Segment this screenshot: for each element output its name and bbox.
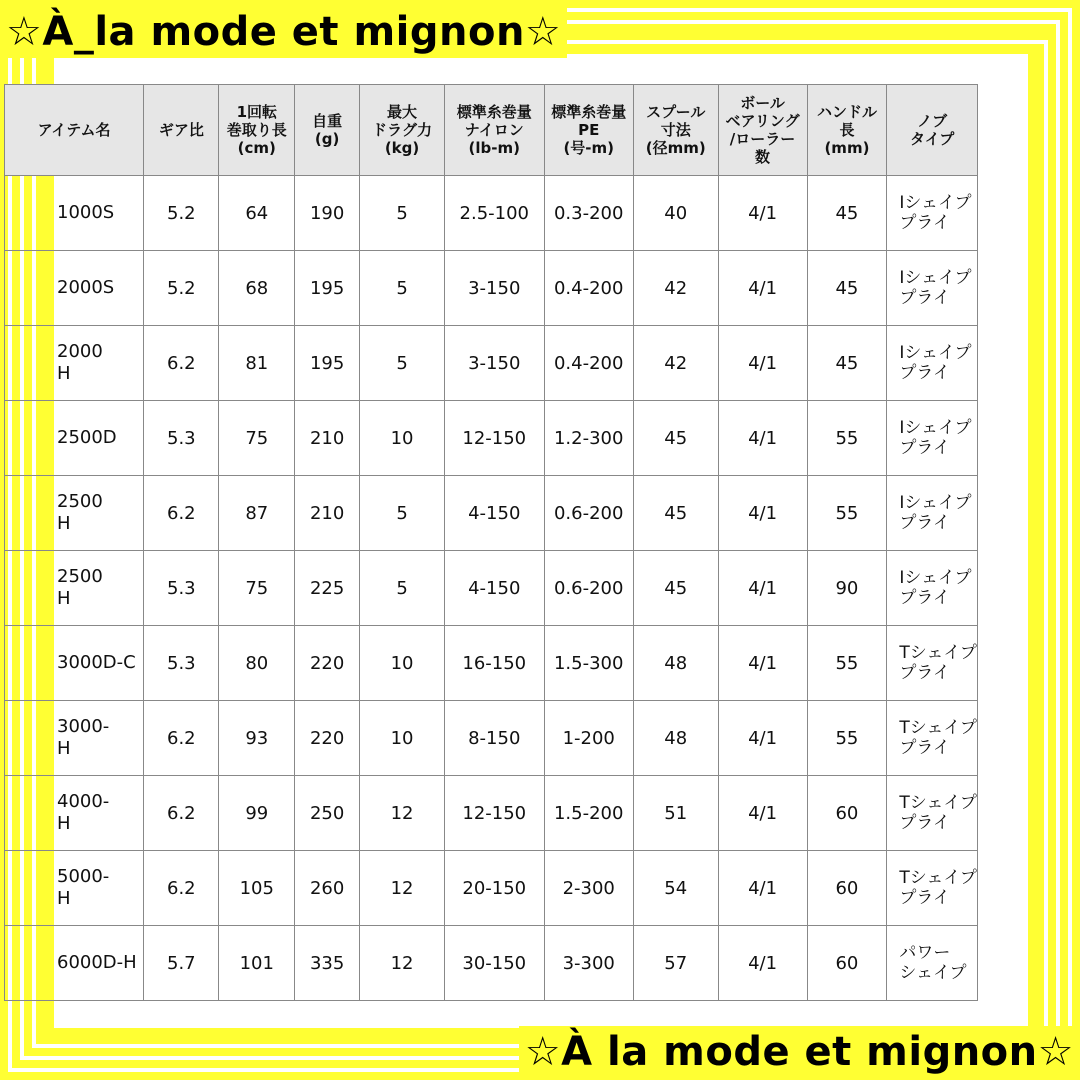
column-header-line: ハンドル — [816, 103, 877, 121]
drag-cell: 10 — [360, 401, 445, 476]
pe-cell: 1.5-300 — [544, 626, 633, 701]
column-header — [718, 85, 807, 176]
gear-cell: 5.2 — [144, 251, 219, 326]
knob-type-line: Tシェイプ — [899, 868, 977, 888]
bearing-cell: 4/1 — [718, 926, 807, 1001]
spool-cell: 57 — [633, 926, 718, 1001]
weight-cell: 260 — [295, 851, 360, 926]
table-row — [5, 551, 978, 626]
retrieve-cell: 99 — [219, 776, 295, 851]
retrieve-cell: 80 — [219, 626, 295, 701]
knob-type-cell — [887, 326, 978, 401]
spool-cell: 40 — [633, 176, 718, 251]
pe-cell: 0.6-200 — [544, 476, 633, 551]
column-header — [5, 85, 144, 176]
bearing-cell: 4/1 — [718, 251, 807, 326]
weight-cell: 195 — [295, 326, 360, 401]
pe-cell: 1.5-200 — [544, 776, 633, 851]
drag-cell: 10 — [360, 626, 445, 701]
spool-cell: 54 — [633, 851, 718, 926]
retrieve-cell: 75 — [219, 401, 295, 476]
retrieve-cell: 93 — [219, 701, 295, 776]
column-header-line: 巻取り長 — [226, 121, 287, 139]
column-header-line: 1回転 — [236, 103, 277, 121]
pe-cell: 3-300 — [544, 926, 633, 1001]
knob-type-line: プライ — [899, 438, 950, 458]
item-name-line: H — [57, 888, 71, 909]
column-header — [444, 85, 544, 176]
column-header-line: 標準糸巻量 — [551, 103, 627, 121]
knob-type-line: Iシェイプ — [899, 418, 972, 438]
item-name-line: 2000S — [57, 277, 115, 298]
knob-type-cell — [887, 251, 978, 326]
retrieve-cell: 81 — [219, 326, 295, 401]
weight-cell: 220 — [295, 626, 360, 701]
bearing-cell: 4/1 — [718, 776, 807, 851]
weight-cell: 225 — [295, 551, 360, 626]
handle-cell: 55 — [807, 476, 887, 551]
handle-cell: 55 — [807, 401, 887, 476]
bearing-cell: 4/1 — [718, 851, 807, 926]
bearing-cell: 4/1 — [718, 551, 807, 626]
drag-cell: 12 — [360, 926, 445, 1001]
handle-cell: 45 — [807, 251, 887, 326]
drag-cell: 5 — [360, 251, 445, 326]
table-row — [5, 701, 978, 776]
column-header — [219, 85, 295, 176]
bearing-cell: 4/1 — [718, 476, 807, 551]
item-name-line: H — [57, 813, 71, 834]
gear-cell: 5.3 — [144, 401, 219, 476]
column-header-line: ボール — [740, 94, 785, 112]
spool-cell: 45 — [633, 551, 718, 626]
item-name-line: H — [57, 363, 71, 384]
table-row — [5, 476, 978, 551]
drag-cell: 5 — [360, 176, 445, 251]
column-header-line: 寸法 — [660, 121, 691, 139]
knob-type-cell — [887, 851, 978, 926]
weight-cell: 210 — [295, 476, 360, 551]
item-name-cell — [5, 176, 144, 251]
nylon-cell: 8-150 — [444, 701, 544, 776]
item-name-cell — [5, 701, 144, 776]
shop-banner-top: ☆À_la mode et mignon☆ — [0, 6, 567, 58]
handle-cell: 60 — [807, 776, 887, 851]
column-header-line: 自重 — [312, 112, 343, 130]
column-header-line: (g) — [314, 130, 340, 148]
gear-cell: 5.3 — [144, 626, 219, 701]
item-name-line: 3000- — [57, 716, 110, 737]
handle-cell: 60 — [807, 851, 887, 926]
spool-cell: 48 — [633, 701, 718, 776]
drag-cell: 10 — [360, 701, 445, 776]
column-header-line: アイテム名 — [37, 121, 111, 139]
table-row — [5, 401, 978, 476]
column-header — [544, 85, 633, 176]
spool-cell: 42 — [633, 326, 718, 401]
gear-cell: 5.2 — [144, 176, 219, 251]
knob-type-line: パワー — [899, 943, 951, 963]
shop-banner-bottom: ☆À la mode et mignon☆ — [519, 1026, 1080, 1078]
retrieve-cell: 105 — [219, 851, 295, 926]
gear-cell: 5.3 — [144, 551, 219, 626]
column-header-line: (kg) — [384, 139, 420, 157]
column-header-line: タイプ — [910, 130, 955, 148]
retrieve-cell: 101 — [219, 926, 295, 1001]
column-header-line: ドラグ力 — [372, 121, 433, 139]
drag-cell: 5 — [360, 551, 445, 626]
knob-type-line: プライ — [899, 213, 950, 233]
item-name-cell — [5, 476, 144, 551]
gear-cell: 6.2 — [144, 476, 219, 551]
retrieve-cell: 75 — [219, 551, 295, 626]
table-row — [5, 851, 978, 926]
column-header-line: (cm) — [237, 139, 276, 157]
column-header-line: (号-m) — [563, 139, 615, 157]
knob-type-line: プライ — [899, 663, 950, 683]
weight-cell: 220 — [295, 701, 360, 776]
knob-type-line: Tシェイプ — [899, 643, 977, 663]
table-row — [5, 626, 978, 701]
knob-type-line: プライ — [899, 363, 950, 383]
knob-type-line: プライ — [899, 588, 950, 608]
nylon-cell: 3-150 — [444, 326, 544, 401]
handle-cell: 55 — [807, 626, 887, 701]
knob-type-cell — [887, 926, 978, 1001]
spool-cell: 51 — [633, 776, 718, 851]
column-header-line: /ローラー — [729, 130, 796, 148]
table-row — [5, 776, 978, 851]
column-header-line: 数 — [755, 148, 771, 166]
knob-type-line: Iシェイプ — [899, 493, 972, 513]
retrieve-cell: 68 — [219, 251, 295, 326]
handle-cell: 45 — [807, 176, 887, 251]
spool-cell: 42 — [633, 251, 718, 326]
weight-cell: 250 — [295, 776, 360, 851]
column-header-line: PE — [578, 121, 600, 139]
handle-cell: 55 — [807, 701, 887, 776]
weight-cell: 335 — [295, 926, 360, 1001]
spool-cell: 45 — [633, 401, 718, 476]
retrieve-cell: 64 — [219, 176, 295, 251]
item-name-cell — [5, 401, 144, 476]
spool-cell: 45 — [633, 476, 718, 551]
pe-cell: 0.3-200 — [544, 176, 633, 251]
item-name-line: 5000- — [57, 866, 110, 887]
item-name-line: 1000S — [57, 202, 115, 223]
column-header-line: (mm) — [824, 139, 870, 157]
item-name-line: 2500D — [57, 427, 117, 448]
pe-cell: 1.2-300 — [544, 401, 633, 476]
item-name-line: 4000- — [57, 791, 110, 812]
knob-type-cell — [887, 626, 978, 701]
item-name-line: 6000D-H — [57, 952, 137, 973]
knob-type-cell — [887, 476, 978, 551]
nylon-cell: 12-150 — [444, 401, 544, 476]
pe-cell: 1-200 — [544, 701, 633, 776]
bearing-cell: 4/1 — [718, 626, 807, 701]
item-name-cell — [5, 926, 144, 1001]
item-name-line: 2000 — [57, 341, 103, 362]
knob-type-line: プライ — [899, 513, 950, 533]
table-row — [5, 926, 978, 1001]
column-header — [144, 85, 219, 176]
knob-type-line: Iシェイプ — [899, 268, 972, 288]
knob-type-line: プライ — [899, 813, 950, 833]
gear-cell: 6.2 — [144, 326, 219, 401]
item-name-line: H — [57, 513, 71, 534]
weight-cell: 195 — [295, 251, 360, 326]
knob-type-line: Tシェイプ — [899, 718, 977, 738]
column-header-line: スプール — [646, 103, 706, 121]
item-name-line: H — [57, 588, 71, 609]
knob-type-line: Tシェイプ — [899, 793, 977, 813]
item-name-cell — [5, 251, 144, 326]
column-header-line: 最大 — [387, 103, 418, 121]
drag-cell: 12 — [360, 776, 445, 851]
knob-type-cell — [887, 776, 978, 851]
knob-type-line: プライ — [899, 738, 950, 758]
column-header-line: 標準糸巻量 — [456, 103, 532, 121]
column-header-line: (lb-m) — [468, 139, 520, 157]
item-name-line: 2500 — [57, 491, 103, 512]
column-header — [887, 85, 978, 176]
item-name-line: 2500 — [57, 566, 103, 587]
column-header-line: 長 — [839, 121, 855, 139]
drag-cell: 5 — [360, 476, 445, 551]
column-header — [807, 85, 887, 176]
pe-cell: 2-300 — [544, 851, 633, 926]
handle-cell: 90 — [807, 551, 887, 626]
knob-type-cell — [887, 401, 978, 476]
knob-type-line: シェイプ — [899, 963, 967, 983]
knob-type-cell — [887, 551, 978, 626]
handle-cell: 45 — [807, 326, 887, 401]
knob-type-cell — [887, 701, 978, 776]
weight-cell: 210 — [295, 401, 360, 476]
item-name-cell — [5, 551, 144, 626]
item-name-line: H — [57, 738, 71, 759]
item-name-cell — [5, 851, 144, 926]
knob-type-line: Iシェイプ — [899, 343, 972, 363]
handle-cell: 60 — [807, 926, 887, 1001]
gear-cell: 6.2 — [144, 701, 219, 776]
weight-cell: 190 — [295, 176, 360, 251]
nylon-cell: 30-150 — [444, 926, 544, 1001]
item-name-cell — [5, 776, 144, 851]
column-header-line: ギア比 — [158, 121, 204, 139]
bearing-cell: 4/1 — [718, 701, 807, 776]
table-body — [5, 176, 978, 1001]
spec-sheet — [37, 54, 1028, 1028]
item-name-cell — [5, 326, 144, 401]
column-header-line: (径mm) — [645, 139, 706, 157]
nylon-cell: 16-150 — [444, 626, 544, 701]
nylon-cell: 2.5-100 — [444, 176, 544, 251]
knob-type-cell — [887, 176, 978, 251]
bearing-cell: 4/1 — [718, 401, 807, 476]
spool-cell: 48 — [633, 626, 718, 701]
bearing-cell: 4/1 — [718, 176, 807, 251]
table-row — [5, 176, 978, 251]
column-header-line: ノブ — [917, 112, 948, 130]
nylon-cell: 4-150 — [444, 551, 544, 626]
drag-cell: 12 — [360, 851, 445, 926]
column-header-line: ナイロン — [464, 121, 524, 139]
knob-type-line: Iシェイプ — [899, 568, 972, 588]
nylon-cell: 12-150 — [444, 776, 544, 851]
pe-cell: 0.4-200 — [544, 326, 633, 401]
knob-type-line: プライ — [899, 288, 950, 308]
nylon-cell: 4-150 — [444, 476, 544, 551]
bearing-cell: 4/1 — [718, 326, 807, 401]
pe-cell: 0.6-200 — [544, 551, 633, 626]
gear-cell: 5.7 — [144, 926, 219, 1001]
column-header — [633, 85, 718, 176]
item-name-cell — [5, 626, 144, 701]
knob-type-line: Iシェイプ — [899, 193, 972, 213]
column-header-line: ベアリング — [725, 112, 800, 130]
retrieve-cell: 87 — [219, 476, 295, 551]
column-header — [295, 85, 360, 176]
table-header-row — [5, 85, 978, 176]
table-row — [5, 251, 978, 326]
item-name-line: 3000D-C — [57, 652, 136, 673]
table-row — [5, 326, 978, 401]
nylon-cell: 20-150 — [444, 851, 544, 926]
gear-cell: 6.2 — [144, 851, 219, 926]
gear-cell: 6.2 — [144, 776, 219, 851]
spec-table — [4, 84, 978, 1001]
drag-cell: 5 — [360, 326, 445, 401]
pe-cell: 0.4-200 — [544, 251, 633, 326]
column-header — [360, 85, 445, 176]
knob-type-line: プライ — [899, 888, 950, 908]
nylon-cell: 3-150 — [444, 251, 544, 326]
